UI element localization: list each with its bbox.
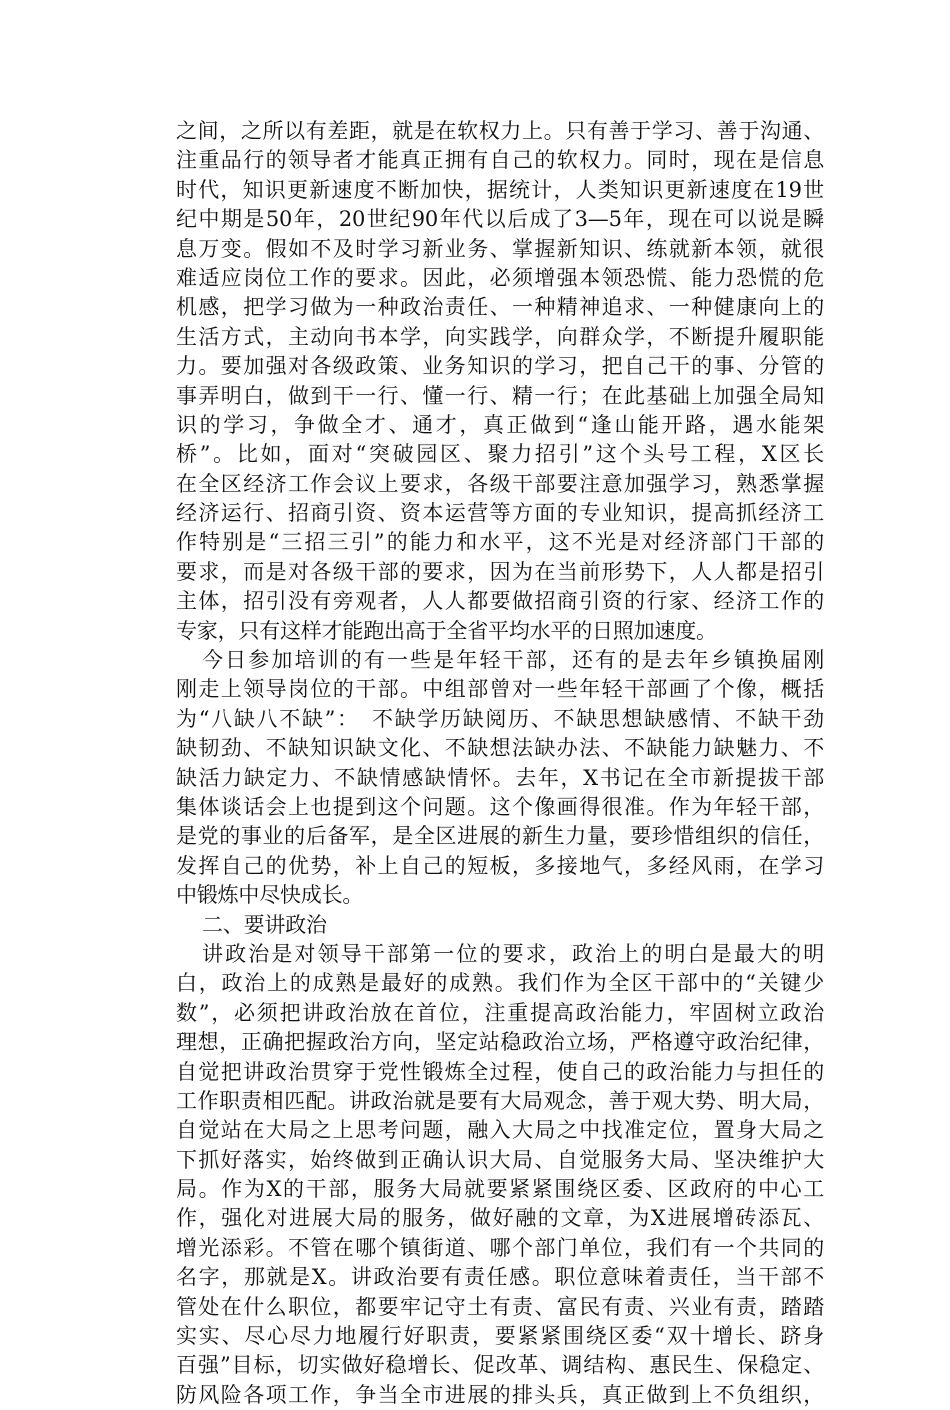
text-line: 经济运行、招商引资、资本运营等方面的专业知识，提高抓经济工 <box>176 501 824 526</box>
section-heading: 二、要讲政治 <box>202 912 327 937</box>
text-line: 名字，那就是X。讲政治要有责任感。职位意味着责任，当干部不 <box>176 1265 824 1290</box>
text-line: 缺韧劲、不缺知识缺文化、不缺想法缺办法、不缺能力缺魅力、不 <box>176 736 824 761</box>
text-line: 是党的事业的后备军，是全区进展的新生力量，要珍惜组织的信任， <box>176 824 824 849</box>
text-line: 百强”目标，切实做好稳增长、促改革、调结构、惠民生、保稳定、 <box>176 1353 824 1378</box>
paragraph-first-line: 今日参加培训的有一些是年轻干部，还有的是去年乡镇换届刚 <box>202 648 824 673</box>
text-line: 息万变。假如不及时学习新业务、掌握新知识、练就新本领，就很 <box>176 236 824 261</box>
text-line: 专家，只有这样才能跑出高于全省平均水平的日照加速度。 <box>176 618 717 643</box>
text-line: 实实、尽心尽力地履行好职责，要紧紧围绕区委“双十增长、跻身 <box>176 1324 824 1349</box>
text-line: 力。要加强对各级政策、业务知识的学习，把自己干的事、分管的 <box>176 354 824 379</box>
text-line: 刚走上领导岗位的干部。中组部曾对一些年轻干部画了个像，概括 <box>176 677 824 702</box>
text-line: 纪中期是50年，20世纪90年代以后成了3—5年，现在可以说是瞬 <box>176 207 824 232</box>
text-line: 之间，之所以有差距，就是在软权力上。只有善于学习、善于沟通、 <box>176 119 824 143</box>
text-line: 增光添彩。不管在哪个镇街道、哪个部门单位，我们有一个共同的 <box>176 1235 824 1260</box>
text-line: 时代，知识更新速度不断加快，据统计，人类知识更新速度在19世 <box>176 177 824 202</box>
text-line: 理想，正确把握政治方向，坚定站稳政治立场，严格遵守政治纪律， <box>176 1030 824 1055</box>
document-page <box>176 117 824 1410</box>
paragraph-first-line: 讲政治是对领导干部第一位的要求，政治上的明白是最大的明 <box>202 941 824 966</box>
text-line: 桥”。比如，面对“突破园区、聚力招引”这个头号工程，X区长 <box>176 442 824 467</box>
text-line: 自觉站在大局之上思考问题，融入大局之中找准定位，置身大局之 <box>176 1118 824 1143</box>
text-line: 难适应岗位工作的要求。因此，必须增强本领恐慌、能力恐慌的危 <box>176 265 824 290</box>
text-line: 主体，招引没有旁观者，人人都要做招商引资的行家、经济工作的 <box>176 589 824 614</box>
text-line: 在全区经济工作会议上要求，各级干部要注意加强学习，熟悉掌握 <box>176 471 824 496</box>
text-line: 缺活力缺定力、不缺情感缺情怀。去年，X书记在全市新提拔干部 <box>176 765 824 790</box>
text-line: 中锻炼中尽快成长。 <box>176 883 364 908</box>
text-line: 白，政治上的成熟是最好的成熟。我们作为全区干部中的“关键少 <box>176 971 824 996</box>
text-line: 管处在什么职位，都要牢记守土有责、富民有责、兴业有责，踏踏 <box>176 1294 824 1319</box>
text-line: 作，强化对进展大局的服务，做好融的文章，为X进展增砖添瓦、 <box>176 1206 824 1231</box>
text-line: 机感，把学习做为一种政治责任、一种精神追求、一种健康向上的 <box>176 295 824 320</box>
text-line: 作特别是“三招三引”的能力和水平，这不光是对经济部门干部的 <box>176 530 824 555</box>
text-line: 发挥自己的优势，补上自己的短板，多接地气，多经风雨，在学习 <box>176 853 824 878</box>
text-line: 注重品行的领导者才能真正拥有自己的软权力。同时，现在是信息 <box>176 148 824 173</box>
text-line: 要求，而是对各级干部的要求，因为在当前形势下，人人都是招引 <box>176 559 824 584</box>
text-line: 防风险各项工作，争当全市进展的排头兵，真正做到上不负组织， <box>176 1382 824 1407</box>
text-line: 数”，必须把讲政治放在首位，注重提高政治能力，牢固树立政治 <box>176 1000 824 1025</box>
text-line: 自觉把讲政治贯穿于党性锻炼全过程，使自己的政治能力与担任的 <box>176 1059 824 1084</box>
text-line: 局。作为X的干部，服务大局就要紧紧围绕区委、区政府的中心工 <box>176 1177 824 1202</box>
text-line: 工作职责相匹配。讲政治就是要有大局观念，善于观大势、明大局， <box>176 1088 824 1113</box>
text-line: 生活方式，主动向书本学，向实践学，向群众学，不断提升履职能 <box>176 324 824 349</box>
text-line: 事弄明白，做到干一行、懂一行、精一行；在此基础上加强全局知 <box>176 383 824 408</box>
text-line: 为“八缺八不缺”： 不缺学历缺阅历、不缺思想缺感情、不缺干劲 <box>176 706 824 731</box>
text-line: 识的学习，争做全才、通才，真正做到“逢山能开路，遇水能架 <box>176 412 824 437</box>
text-line: 下抓好落实，始终做到正确认识大局、自觉服务大局、坚决维护大 <box>176 1147 824 1172</box>
text-line: 集体谈话会上也提到这个问题。这个像画得很准。作为年轻干部， <box>176 794 824 819</box>
